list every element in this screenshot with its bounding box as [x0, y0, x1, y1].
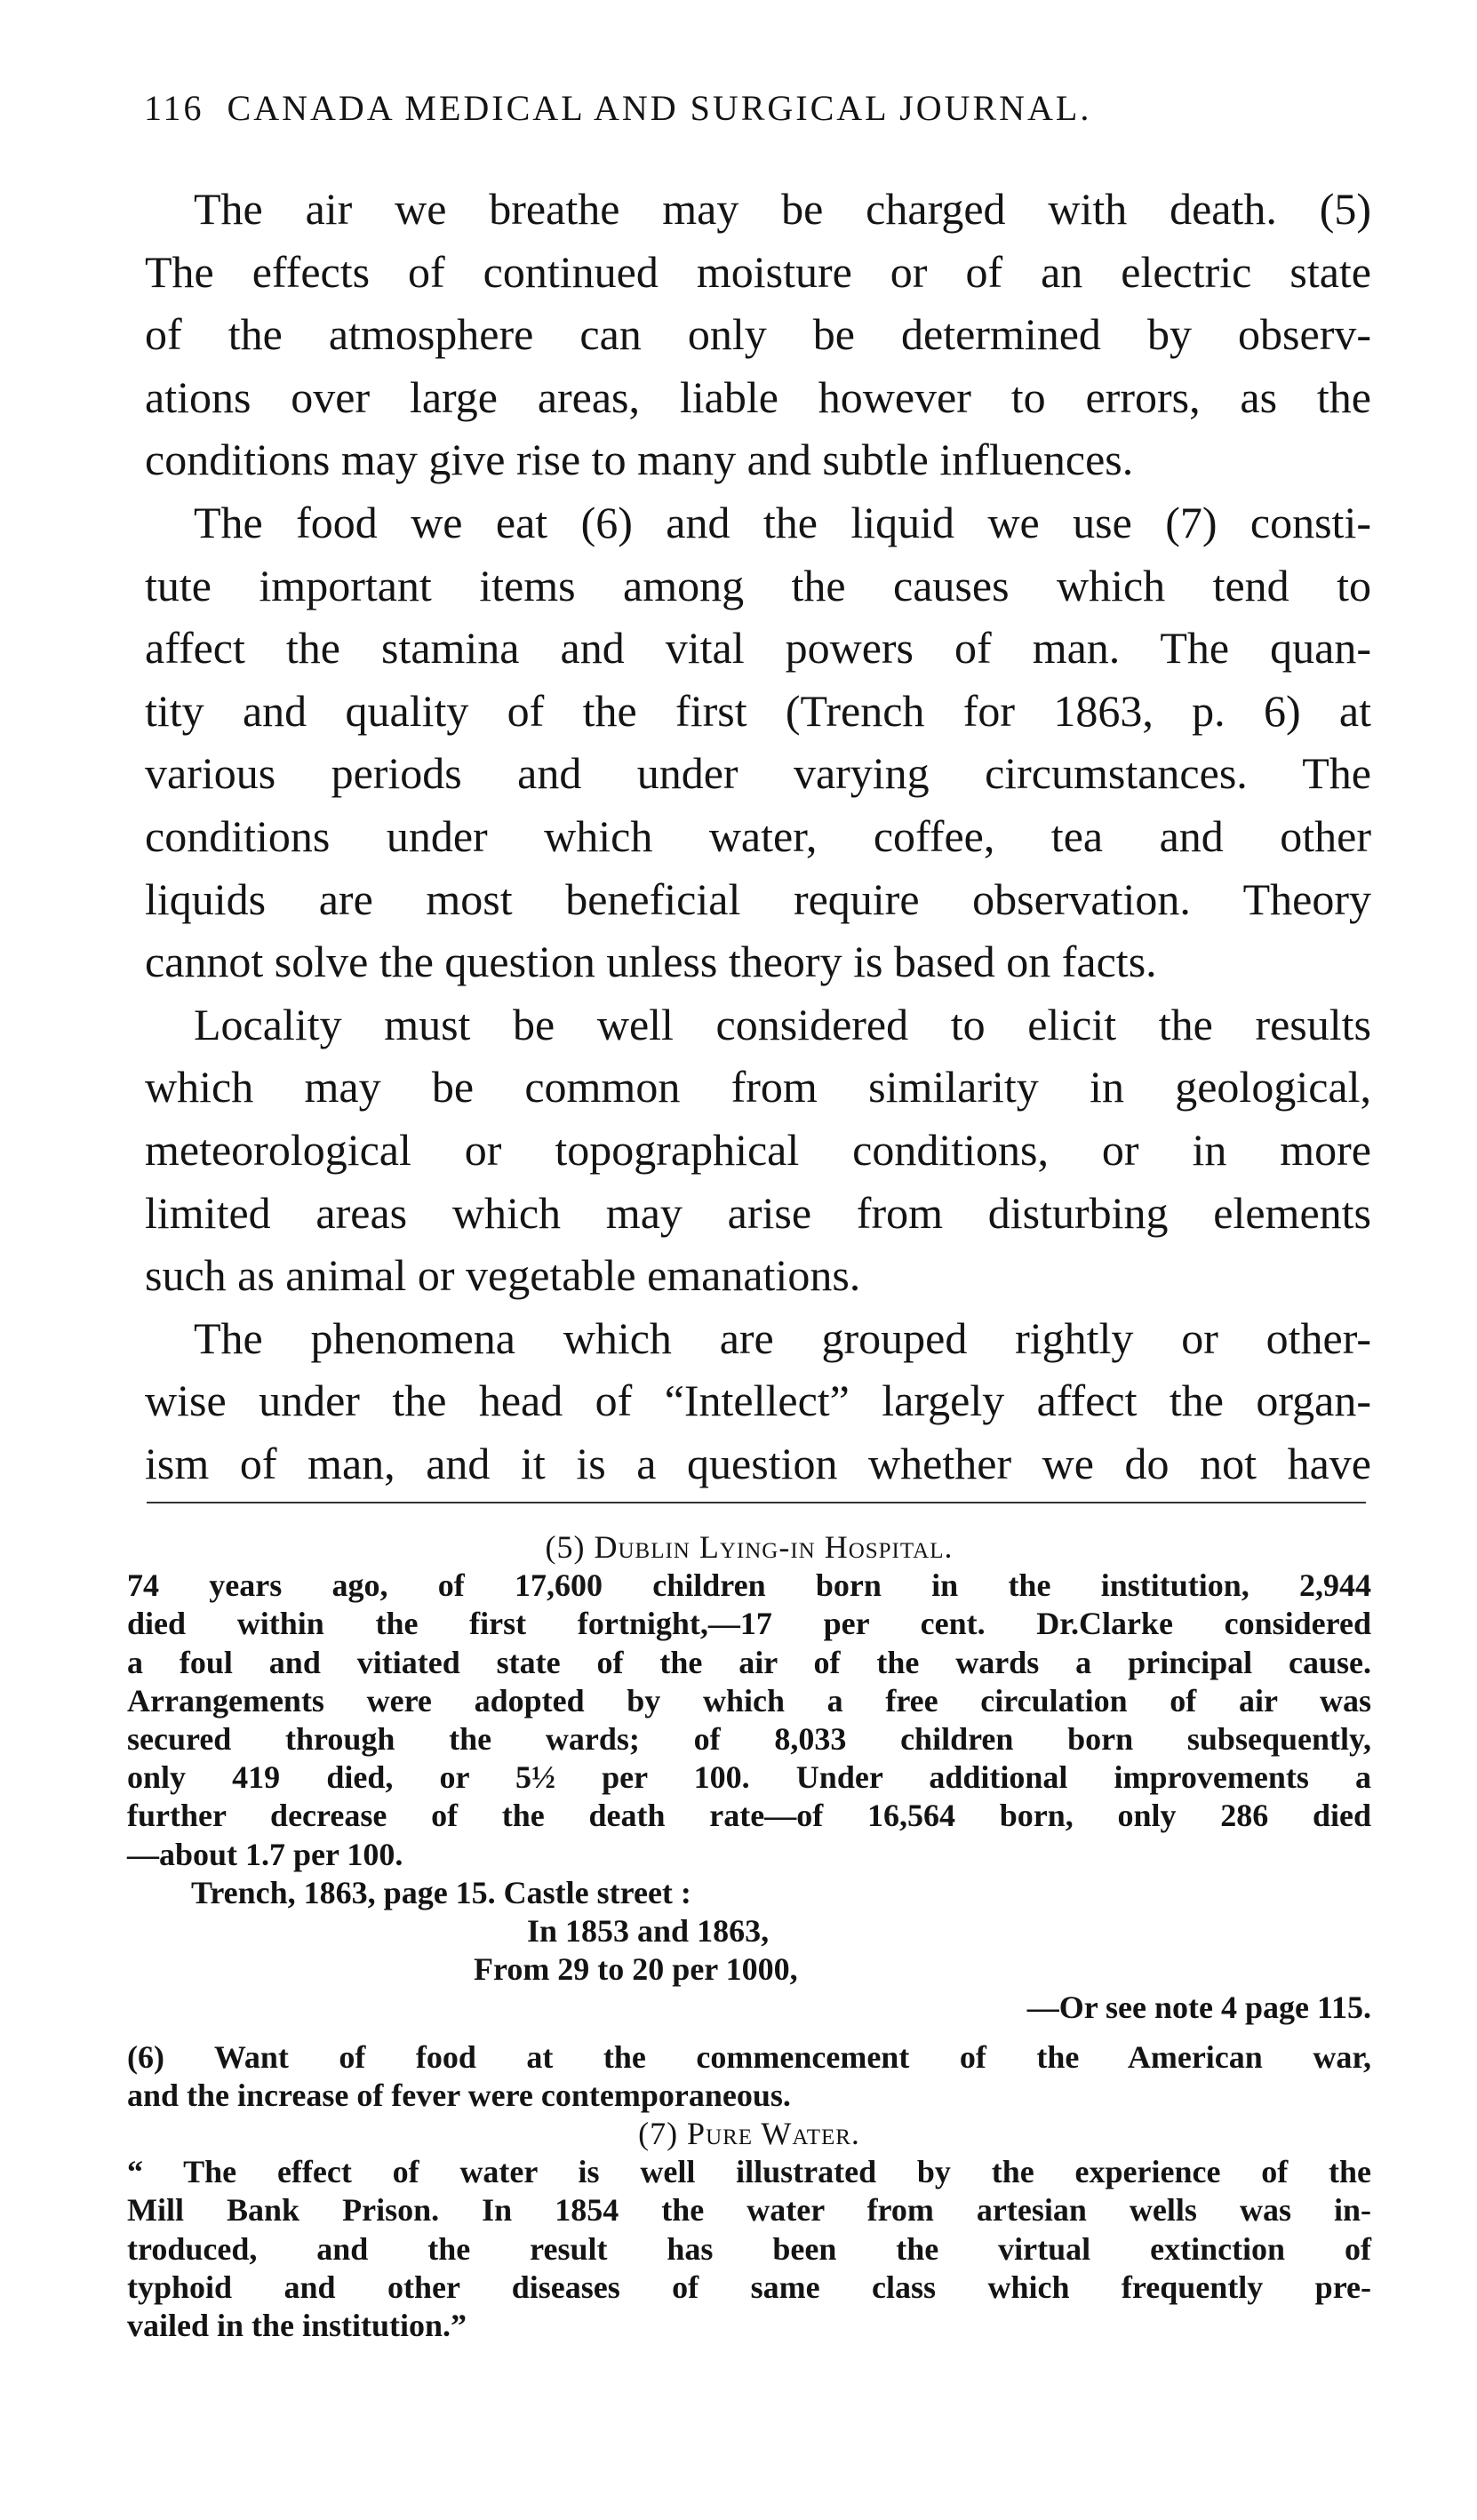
footnote-line: Arrangements were adopted by which a free circulation of air was	[127, 1682, 1371, 1719]
footnotes	[127, 1528, 1371, 2345]
text-line: The air we breathe may be charged with death. (5)	[194, 184, 1371, 234]
paragraph-locality	[145, 993, 1371, 1307]
text-line: tity and quality of the first (Trench for 1863, p. 6) at	[145, 685, 1371, 736]
text-line: cannot solve the question unless theory is based on facts.	[145, 937, 1157, 987]
text-line: conditions under which water, coffee, tea and other	[145, 810, 1371, 861]
text-line: affect the stamina and vital powers of man. The quan-	[145, 623, 1371, 674]
footnote-line: (6) Want of food at the commencement of the American war,	[127, 2038, 1371, 2075]
footnote-line: further decrease of the death rate—of 16,564 born, only 286 died	[127, 1798, 1371, 1834]
footnote-line: “ The effect of water is well illustrated by the experience of the	[127, 2154, 1371, 2190]
paragraph-air	[145, 178, 1371, 491]
text-line: ism of man, and it is a question whether we do not have	[145, 1438, 1371, 1488]
footnote-7	[127, 2115, 1371, 2345]
footnote-line: vailed in the institution.”	[127, 2308, 467, 2344]
footnote-line: typhoid and other diseases of same class which frequently pre-	[127, 2269, 1371, 2305]
footnote-5	[127, 1528, 1371, 2028]
text-line: The effects of continued moisture or of an electric state	[145, 246, 1371, 297]
footnote-line: only 419 died, or 5½ per 100. Under additional improvements a	[127, 1759, 1371, 1796]
footnote-heading: (7) Pure Water.	[638, 2116, 860, 2152]
text-line: The phenomena which are grouped rightly or other-	[194, 1312, 1371, 1363]
footnote-line: died within the first fortnight,—17 per cent. Dr.Clarke considered	[127, 1606, 1371, 1642]
footnote-line: Mill Bank Prison. In 1854 the water from artesian wells was in-	[127, 2192, 1371, 2229]
text-line: ations over large areas, liable however to errors, as the	[145, 371, 1371, 422]
paragraph-intellect	[145, 1307, 1371, 1495]
text-line: which may be common from similarity in geological,	[145, 1062, 1371, 1112]
text-line: liquids are most beneficial require observation. Theory	[145, 873, 1371, 924]
text-line: limited areas which may arise from disturbing elements	[145, 1187, 1371, 1238]
footnote-line: and the increase of fever were contemporaneous.	[127, 2077, 791, 2113]
text-line: The food we eat (6) and the liquid we use (7) consti-	[194, 497, 1371, 547]
text-line: wise under the head of “Intellect” largely affect the organ-	[145, 1376, 1371, 1426]
text-line: various periods and under varying circumstances. The	[145, 748, 1371, 799]
text-line: of the atmosphere can only be determined by observ-	[145, 309, 1371, 360]
footnote-years: In 1853 and 1863,	[527, 1913, 770, 1950]
text-line: meteorological or topographical conditions, or in more	[145, 1124, 1371, 1175]
page-number: 116	[144, 88, 204, 128]
footnote-citation: Trench, 1863, page 15. Castle street :	[191, 1874, 691, 1910]
running-head	[144, 87, 1317, 129]
footnote-line: secured through the wards; of 8,033 children born subsequently,	[127, 1721, 1371, 1758]
footnote-rate: From 29 to 20 per 1000,	[474, 1951, 798, 1988]
text-line: such as animal or vegetable emanations.	[145, 1250, 861, 1301]
body-text	[145, 178, 1371, 1495]
footnote-heading: (5) Dublin Lying-in Hospital.	[545, 1529, 954, 1565]
footnote-cross-reference: —Or see note 4 page 115.	[1026, 1990, 1371, 2026]
footnote-line: 74 years ago, of 17,600 children born in the institution, 2,944	[127, 1567, 1371, 1604]
footnote-divider	[147, 1502, 1366, 1503]
footnote-line: troduced, and the result has been the virtual extinction of	[127, 2230, 1371, 2267]
text-line: tute important items among the causes which tend to	[145, 560, 1371, 610]
footnote-line: —about 1.7 per 100.	[127, 1836, 403, 1872]
text-line: Locality must be well considered to elicit the results	[194, 999, 1371, 1049]
journal-title: CANADA MEDICAL AND SURGICAL JOURNAL.	[227, 88, 1092, 128]
text-line: conditions may give rise to many and subtle influences.	[145, 435, 1134, 485]
paragraph-food	[145, 491, 1371, 993]
footnote-6	[127, 2038, 1371, 2115]
footnote-line: a foul and vitiated state of the air of the wards a principal cause.	[127, 1644, 1371, 1680]
